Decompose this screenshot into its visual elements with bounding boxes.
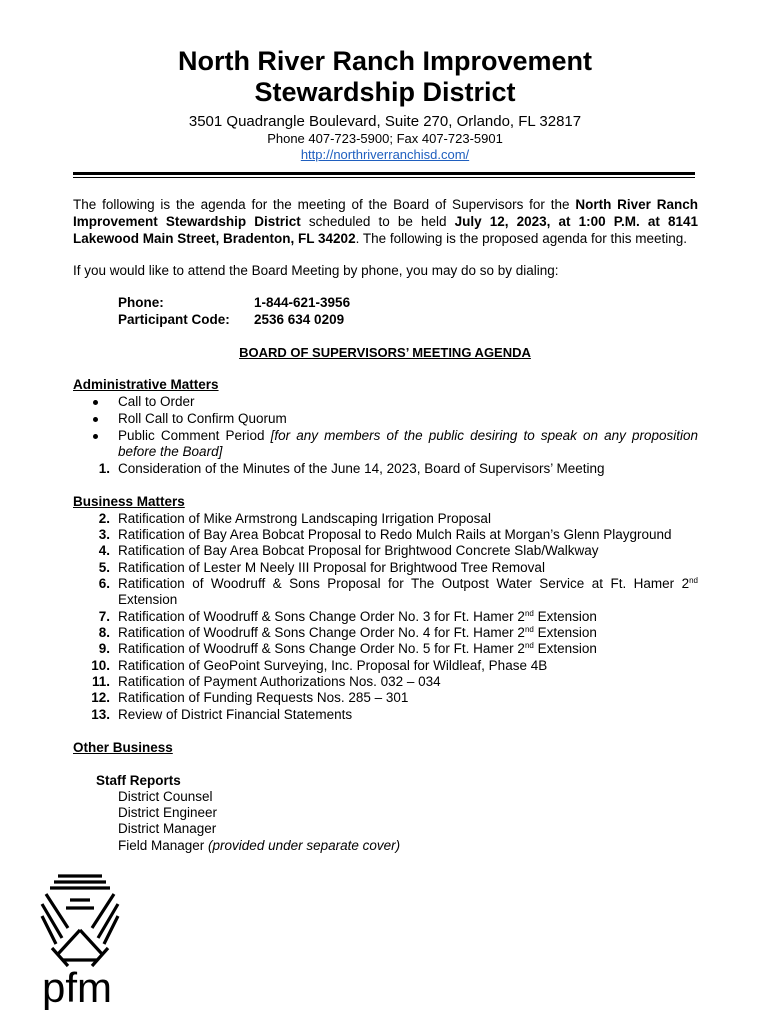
- item-number: 12.: [91, 690, 110, 705]
- list-item-text: Ratification of Woodruff & Sons Change Order No. 5 for Ft. Hamer 2nd Extension: [118, 641, 597, 656]
- participant-code: 2536 634 0209: [254, 312, 345, 327]
- item-number: 7.: [98, 609, 110, 624]
- list-item: [73, 511, 698, 527]
- staff-report-engineer: District Engineer: [118, 805, 218, 820]
- list-item-text: Review of District Financial Statements: [118, 707, 353, 722]
- list-item: [73, 560, 698, 576]
- list-item-text: Ratification of Bay Area Bobcat Proposal for Brightwood Concrete Slab/Walkway: [118, 543, 599, 558]
- list-item-text: Ratification of Lester M Neely III Proposal for Brightwood Tree Removal: [118, 560, 545, 575]
- item-number: 4.: [98, 543, 110, 558]
- list-item-text: Ratification of GeoPoint Surveying, Inc. Proposal for Wildleaf, Phase 4B: [118, 658, 548, 673]
- participant-code-label: Participant Code:: [118, 312, 230, 327]
- pfm-logo-icon: [40, 870, 120, 1010]
- list-item-text: Ratification of Bay Area Bobcat Proposal to Redo Mulch Rails at Morgan’s Glenn Playground: [118, 527, 672, 542]
- title-line-1: North River Ranch Improvement: [177, 46, 593, 76]
- agenda-title: BOARD OF SUPERVISORS’ MEETING AGENDA: [239, 345, 531, 360]
- list-item: [73, 690, 698, 706]
- public-comment-note: [for any members of the public desiring to speak on any proposition before the Board]: [118, 428, 698, 460]
- item-number: 3.: [98, 527, 110, 542]
- pfm-logo-text: pfm: [42, 964, 113, 1010]
- intro-text-c: scheduled to be held: [300, 214, 455, 229]
- bullet-icon: [93, 400, 98, 405]
- staff-reports-heading: Staff Reports: [96, 773, 181, 788]
- header-divider-thick: [73, 172, 695, 175]
- intro-paragraph: [73, 196, 698, 247]
- list-item: [73, 461, 698, 477]
- list-item: [73, 411, 698, 427]
- header-divider-thin: [73, 177, 695, 178]
- list-item: [73, 428, 698, 461]
- list-item-text: [118, 428, 698, 461]
- list-item: [73, 707, 698, 723]
- intro-text-e: . The following is the proposed agenda for this meeting.: [355, 231, 688, 246]
- list-item-text: Ratification of Mike Armstrong Landscaping Irrigation Proposal: [118, 511, 491, 526]
- list-item: [73, 394, 698, 410]
- list-item: [73, 576, 698, 609]
- list-item: [73, 658, 698, 674]
- list-item-text: Ratification of Woodruff & Sons Change Order No. 4 for Ft. Hamer 2nd Extension: [118, 625, 597, 640]
- list-item: [73, 609, 698, 625]
- document-title: [0, 46, 770, 108]
- district-website-link[interactable]: http://northriverranchisd.com/: [300, 147, 470, 162]
- item-number: 2.: [98, 511, 110, 526]
- staff-report-manager: District Manager: [118, 821, 217, 836]
- list-item-text: Call to Order: [118, 394, 195, 409]
- list-item-text: Roll Call to Confirm Quorum: [118, 411, 287, 426]
- bullet-icon: [93, 434, 98, 439]
- bullet-icon: [93, 417, 98, 422]
- item-number: 10.: [91, 658, 110, 673]
- item-number: 8.: [98, 625, 110, 640]
- title-line-2: Stewardship District: [254, 77, 516, 107]
- list-item-text: Consideration of the Minutes of the June 14, 2023, Board of Supervisors’ Meeting: [118, 461, 605, 476]
- list-item: [73, 543, 698, 559]
- intro-district-name: North River Ranch Improvement Stewardship District: [73, 197, 698, 229]
- list-item: [73, 641, 698, 657]
- pfm-logo: [40, 870, 120, 1010]
- phone-fax: Phone 407-723-5900; Fax 407-723-5901: [267, 131, 503, 146]
- staff-report-field-manager: Field Manager (provided under separate cover): [118, 838, 401, 853]
- dial-in-instructions: If you would like to attend the Board Meeting by phone, you may do so by dialing:: [73, 263, 559, 278]
- list-item: [73, 625, 698, 641]
- item-number: 1.: [98, 461, 110, 476]
- phone-label: Phone:: [118, 295, 164, 310]
- list-item-text: Ratification of Woodruff & Sons Change Order No. 3 for Ft. Hamer 2nd Extension: [118, 609, 597, 624]
- list-item-text: Ratification of Funding Requests Nos. 285 – 301: [118, 690, 409, 705]
- list-item-text: Ratification of Payment Authorizations Nos. 032 – 034: [118, 674, 441, 689]
- item-number: 6.: [98, 576, 110, 591]
- admin-heading: Administrative Matters: [73, 377, 219, 392]
- intro-text-a: The following is the agenda for the meeting of the Board of Supervisors for the: [73, 197, 576, 212]
- item-number: 13.: [91, 707, 110, 722]
- phone-number: 1-844-621-3956: [254, 295, 351, 310]
- list-item: [73, 527, 698, 543]
- business-heading: Business Matters: [73, 494, 185, 509]
- list-item-text: Ratification of Woodruff & Sons Proposal for The Outpost Water Service at Ft. Hamer 2nd Extension: [118, 576, 698, 608]
- item-number: 5.: [98, 560, 110, 575]
- staff-report-counsel: District Counsel: [118, 789, 213, 804]
- list-item: [73, 674, 698, 690]
- public-comment-label: Public Comment Period: [118, 428, 271, 443]
- item-number: 9.: [98, 641, 110, 656]
- item-number: 11.: [91, 674, 110, 689]
- other-business-heading: Other Business: [73, 740, 173, 755]
- district-address: 3501 Quadrangle Boulevard, Suite 270, Orlando, FL 32817: [188, 113, 582, 130]
- intro-meeting-datetime: July 12, 2023, at 1:00 P.M. at 8141 Lakewood Main Street, Bradenton, FL 34202: [73, 214, 698, 246]
